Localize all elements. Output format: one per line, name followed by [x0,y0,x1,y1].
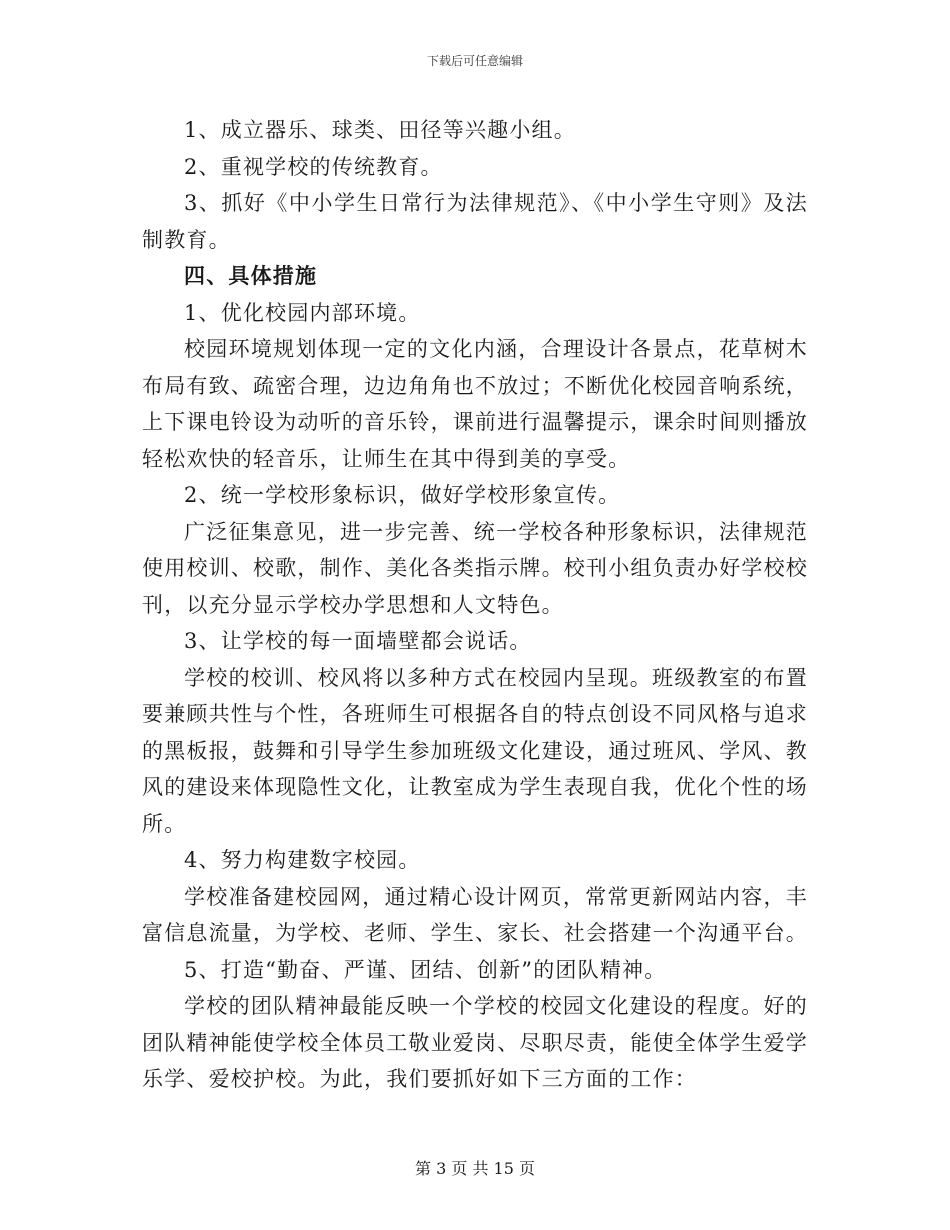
body-paragraph: 广泛征集意见，进一步完善、统一学校各种形象标识，法律规范使用校训、校歌，制作、美化各类指示牌。校刊小组负责办好学校校刊，以充分显示学校办学思想和人文特色。 [142,519,808,617]
header-note: 下载后可任意编辑 [426,54,523,68]
subsection-title: 3、让学校的每一面墙壁都会说话。 [184,629,532,653]
body-paragraph: 学校的团队精神最能反映一个学校的校园文化建设的程度。好的团队精神能使学校全体员工敬业爱岗、尽职尽责，能使全体学生爱学乐学、爱校护校。为此，我们要抓好如下三方面的工作： [142,994,808,1091]
subsection-title: 5、打造“勤奋、严谨、团结、创新”的团队精神。 [184,957,667,982]
body-paragraph: 校园环境规划体现一定的文化内涵，合理设计各景点，花草树木布局有致、疏密合理，边边角角也不放过；不断优化校园音响系统，上下课电铃设为动听的音乐铃，课前进行温馨提示，课余时间则播放轻松欢快的轻音乐，让师生在其中得到美的享受。 [142,337,808,471]
list-item: 3、抓好《中小学生日常行为法律规范》、《中小学生守则》及法制教育。 [142,191,808,252]
section-heading: 四、具体措施 [184,263,318,288]
list-item: 1、成立器乐、球类、田径等兴趣小组。 [184,118,576,142]
page-footer: 第 3 页 共 15 页 [415,1159,535,1178]
list-item: 2、重视学校的传统教育。 [184,154,443,179]
body-paragraph: 学校的校训、校风将以多种方式在校园内呈现。班级教室的布置要兼顾共性与个性，各班师生可根据各自的特点创设不同风格与追求的黑板报，鼓舞和引导学生参加班级文化建设，通过班风、学风、教风的建设来体现隐性文化，让教室成为学生表现自我，优化个性的场所。 [142,665,808,836]
subsection-title: 4、努力构建数字校园。 [184,848,421,872]
subsection-title: 1、优化校园内部环境。 [184,300,421,325]
subsection-title: 2、统一学校形象标识，做好学校形象宣传。 [184,483,621,507]
document-body [142,112,808,1098]
body-paragraph: 学校准备建校园网，通过精心设计网页，常常更新网站内容，丰富信息流量，为学校、老师、学生、家长、社会搭建一个沟通平台。 [142,884,808,945]
